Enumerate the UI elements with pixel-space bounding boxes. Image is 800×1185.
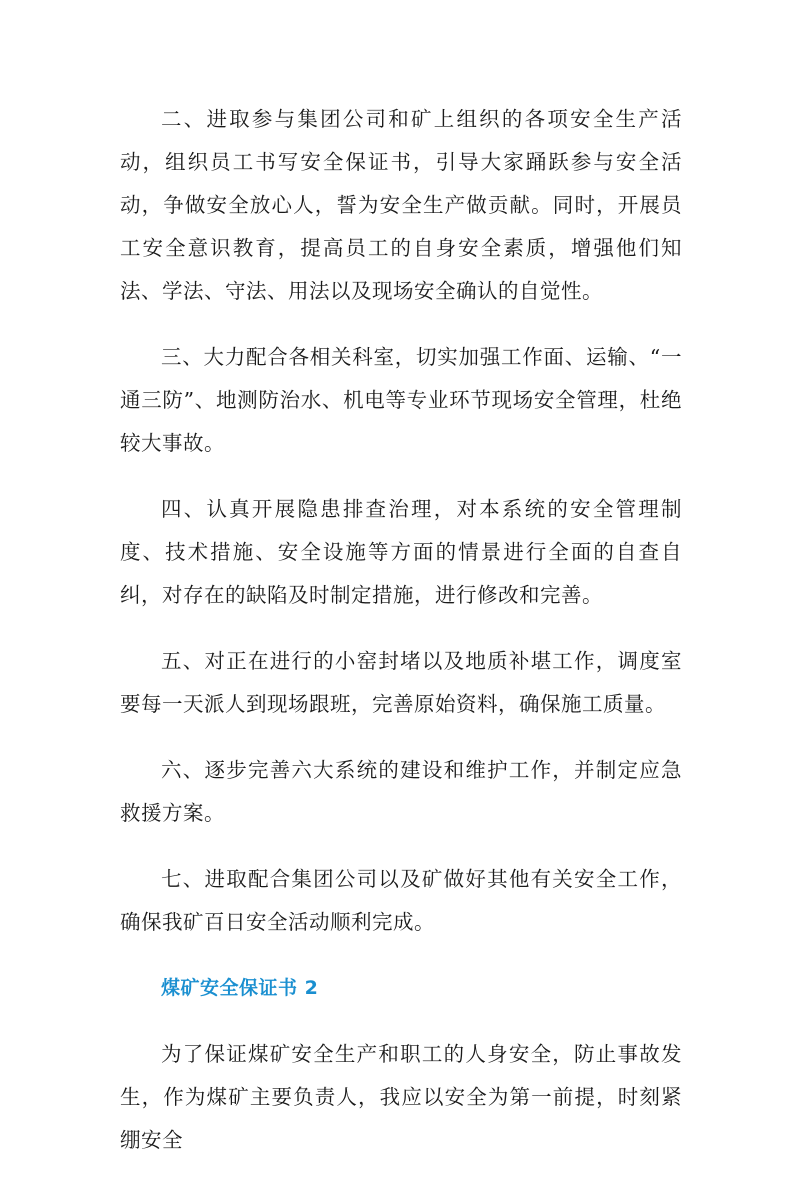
paragraph-item-7: 七、进取配合集团公司以及矿做好其他有关安全工作，确保我矿百日安全活动顺利完成。: [120, 867, 682, 934]
paragraph-item-3: 三、大力配合各相关科室，切实加强工作面、运输、“一通三防”、地测防治水、机电等专业环节现场安全管理，杜绝较大事故。: [120, 345, 682, 455]
section-heading: 煤矿安全保证书 2: [161, 977, 319, 999]
document-page: [120, 98, 682, 1185]
paragraph-item-5: 五、对正在进行的小窑封堵以及地质补堪工作，调度室要每一天派人到现场跟班，完善原始资料，确保施工质量。: [120, 649, 682, 716]
paragraph-item-2: 二、进取参与集团公司和矿上组织的各项安全生产活动，组织员工书写安全保证书，引导大家踊跃参与安全活动，争做安全放心人，誓为安全生产做贡献。同时，开展员工安全意识教育，提高员工的自身安全素质，增强他们知法、学法、守法、用法以及现场安全确认的自觉性。: [120, 107, 682, 303]
paragraph-intro: 为了保证煤矿安全生产和职工的人身安全，防止事故发生，作为煤矿主要负责人，我应以安全为第一前提，时刻紧绷安全: [120, 1042, 682, 1152]
paragraph-item-6: 六、逐步完善六大系统的建设和维护工作，并制定应急救援方案。: [120, 758, 682, 825]
paragraph-item-4: 四、认真开展隐患排查治理，对本系统的安全管理制度、技术措施、安全设施等方面的情景进行全面的自查自纠，对存在的缺陷及时制定措施，进行修改和完善。: [120, 497, 682, 607]
